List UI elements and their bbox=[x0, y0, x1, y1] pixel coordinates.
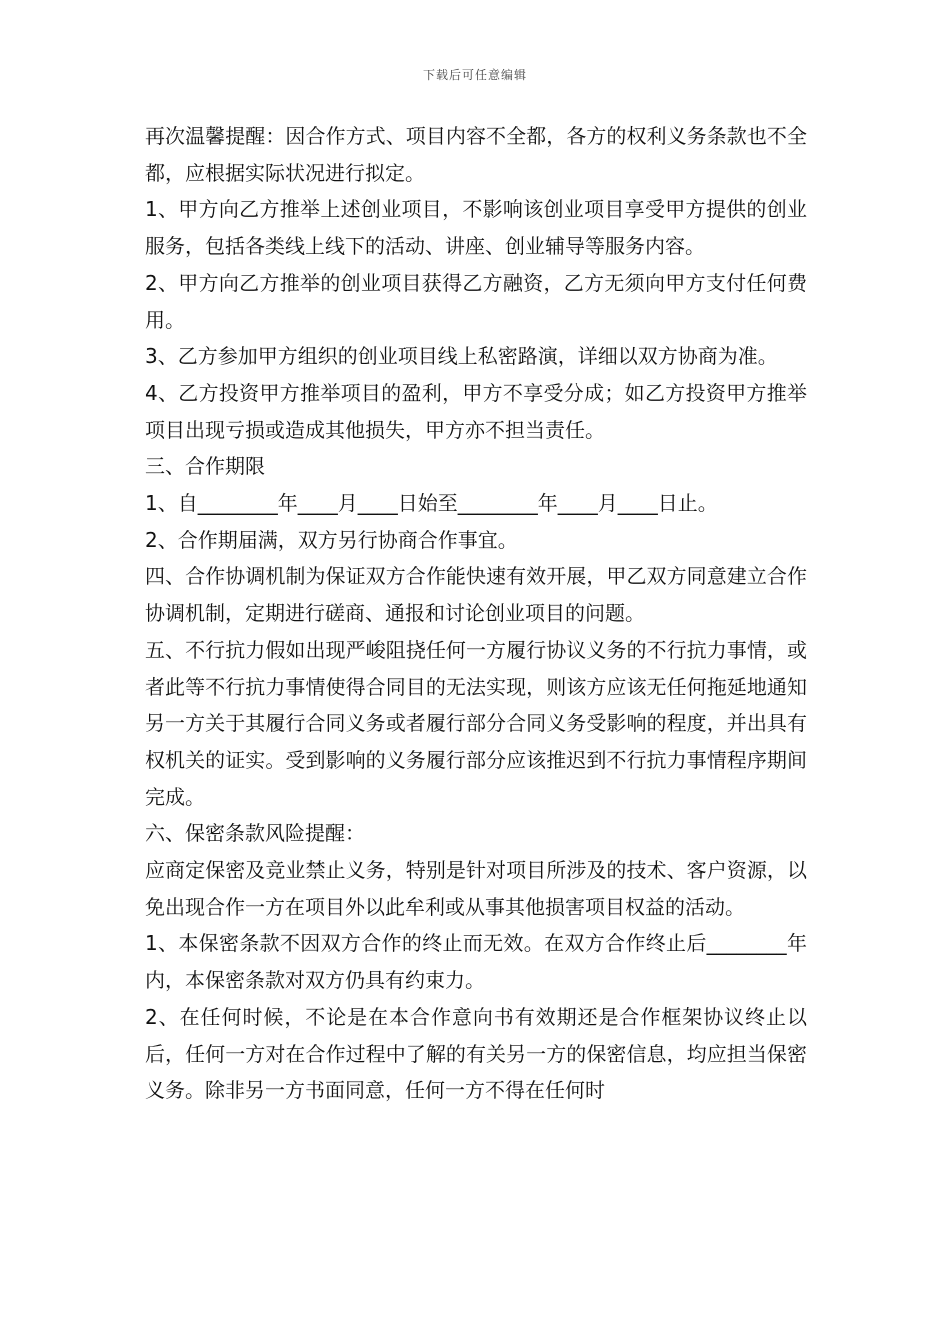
paragraph-item-1: 1、甲方向乙方推举上述创业项目，不影响该创业项目享受甲方提供的创业服务，包括各类线上线下的活动、讲座、创业辅导等服务内容。 bbox=[145, 197, 807, 259]
document-body bbox=[145, 118, 807, 1109]
paragraph-confidentiality-intro: 应商定保密及竞业禁止义务，特别是针对项目所涉及的技术、客户资源，以免出现合作一方在项目外以此牟利或从事其他损害项目权益的活动。 bbox=[145, 858, 807, 919]
paragraph-reminder: 再次温馨提醒：因合作方式、项目内容不全都，各方的权利义务条款也不全都，应根据实际状况进行拟定。 bbox=[145, 124, 807, 185]
paragraph-item-3: 3、乙方参加甲方组织的创业项目线上私密路演，详细以双方协商为准。 bbox=[145, 344, 778, 369]
paragraph-item-4: 4、乙方投资甲方推举项目的盈利，甲方不享受分成；如乙方投资甲方推举项目出现亏损或造成其他损失，甲方亦不担当责任。 bbox=[145, 380, 807, 442]
section-heading-term: 三、合作期限 bbox=[145, 454, 265, 479]
paragraph-confidentiality-2: 2、在任何时候，不论是在本合作意向书有效期还是合作框架协议终止以后，任何一方对在合作过程中了解的有关另一方的保密信息，均应担当保密义务。除非另一方书面同意，任何一方不得在任何时 bbox=[145, 1004, 807, 1103]
paragraph-term-2: 2、合作期届满，双方另行协商合作事宜。 bbox=[145, 527, 518, 552]
paragraph-confidentiality-1: 1、本保密条款不因双方合作的终止而无效。在双方合作终止后________年内，本保密条款对双方仍具有约束力。 bbox=[145, 931, 807, 993]
paragraph-item-2: 2、甲方向乙方推举的创业项目获得乙方融资，乙方无须向甲方支付任何费用。 bbox=[145, 270, 807, 332]
paragraph-force-majeure: 五、不行抗力假如出现严峻阻挠任何一方履行协议义务的不行抗力事情，或者此等不行抗力事情使得合同目的无法实现，则该方应该无任何拖延地通知另一方关于其履行合同义务或者履行部分合同义务受影响的程度，并出具有权机关的证实。受到影响的义务履行部分应该推迟到不行抗力事情程序期间完成。 bbox=[145, 637, 807, 809]
section-heading-confidentiality: 六、保密条款风险提醒： bbox=[145, 821, 365, 846]
paragraph-term-1: 1、自________年____月____日始至________年____月____日止。 bbox=[145, 491, 718, 516]
page-header: 下载后可任意编辑 bbox=[422, 68, 527, 82]
paragraph-coordination: 四、合作协调机制为保证双方合作能快速有效开展，甲乙双方同意建立合作协调机制，定期进行磋商、通报和讨论创业项目的问题。 bbox=[145, 564, 807, 626]
